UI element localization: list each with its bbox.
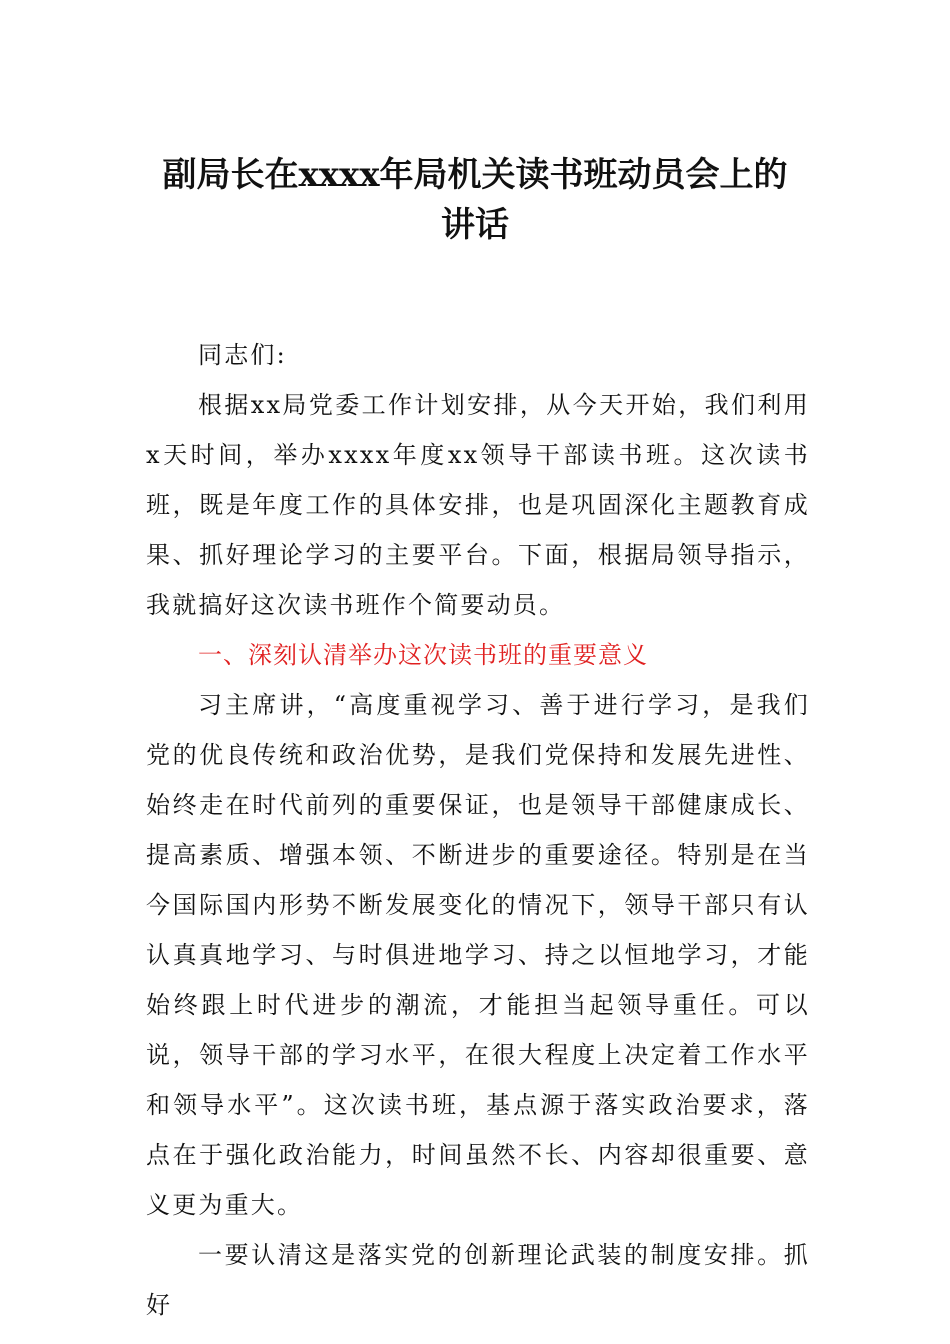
section-heading-1: 一、深刻认清举办这次读书班的重要意义: [198, 641, 648, 669]
document-title: [120, 150, 830, 250]
paragraph-quote: 习主席讲，“高度重视学习、善于进行学习，是我们党的优良传统和政治优势，是我们党保持和发展先进性、始终走在时代前列的重要保证，也是领导干部健康成长、提高素质、增强本领、不断进步的重要途径。特别是在当今国际国内形势不断发展变化的情况下，领导干部只有认认真真地学习、与时俱进地学习、持之以恒地学习，才能始终跟上时代进步的潮流，才能担当起领导重任。可以说，领导干部的学习水平，在很大程度上决定着工作水平和领导水平”。这次读书班，基点源于落实政治要求，落点在于强化政治能力，时间虽然不长、内容却很重要、意义更为重大。: [146, 691, 810, 1219]
salutation: 同志们:: [198, 341, 287, 369]
title-line-1: 副局长在xxxx年局机关读书班动员会上的: [162, 155, 788, 195]
title-line-2: 讲话: [441, 205, 509, 245]
paragraph-point-1: 一要认清这是落实党的创新理论武装的制度安排。抓好: [146, 1241, 810, 1319]
document-body: [146, 330, 810, 1330]
paragraph-intro: 根据xx局党委工作计划安排，从今天开始，我们利用x天时间，举办xxxx年度xx领导干部读书班。这次读书班，既是年度工作的具体安排，也是巩固深化主题教育成果、抓好理论学习的主要平台。下面，根据局领导指示，我就搞好这次读书班作个简要动员。: [146, 391, 810, 619]
